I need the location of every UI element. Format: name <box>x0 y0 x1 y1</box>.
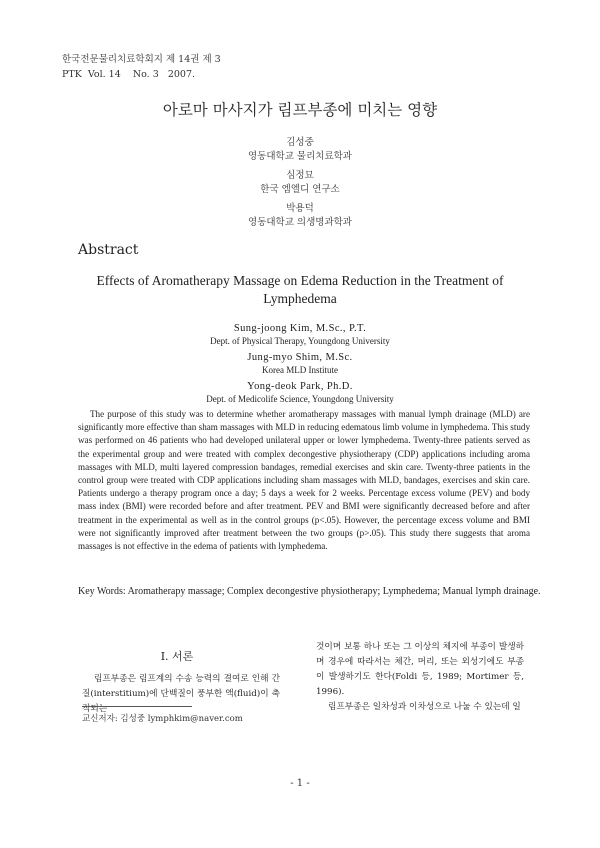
abstract-heading: Abstract <box>78 242 139 258</box>
author-name-en: Jung-myo Shim, M.Sc. <box>247 352 353 363</box>
keywords <box>78 585 597 599</box>
abstract-body: The purpose of this study was to determine whether aromatherapy massages with manual lymph drainage (MLD) are significantly more effective than sham massages with MLD in reducing edematous limb volume in lymphedema. This study was performed on 46 patients who had developed unilateral upper or lower lymphedema. Twenty-three patients served as the experimental group and were treated with complex decongestive physiotherapy (CDP) applications including aroma massages with MLD, multi layered compression bandages, remedial exercises and skin care. Twenty-three patients in the control group were treated with CDP applications including sham massages with MLD, bandages, exercises and skin care. Patients undergo a therapy program once a day; 5 days a week for 2 weeks. Percentage excess volume (PEV) and body mass index (BMI) were recorded before and after treatment. PEV and BMI were significantly decreased before and after treatment in the experimental as well as in the control groups (p<.05). However, the percentage excess volume and BMI were not significantly improved after treatment between the two groups (p>.05). This study there suggests that aroma massages is not effective in the edema of patients with lymphedema. <box>78 409 530 552</box>
journal-header <box>62 52 221 82</box>
keywords-label: Key Words: <box>78 586 126 597</box>
journal-name-kr: 한국전문물리치료학회지 제 14권 제 3 <box>62 54 221 65</box>
corresponding-author-footnote: 교신저자: 김성중 lymphkim@naver.com <box>82 714 243 724</box>
paper-title-kr: 아로마 마사지가 림프부종에 미치는 영향 <box>162 101 438 119</box>
author-affiliation: 영동대학교 의생명과학과 <box>248 216 352 228</box>
intro-right-column <box>316 640 524 715</box>
author-name: 김성중 <box>286 137 314 148</box>
author-name: 박용덕 <box>286 203 314 214</box>
intro-paragraph: 것이며 보통 하나 또는 그 이상의 체지에 부종이 발생하며 경우에 따라서는 체간, 머리, 또는 외성기에도 부종이 발생하기도 한다(Foldi 등, 1989; Mortimer 등, 1996). <box>316 642 524 697</box>
keywords-text: Aromatherapy massage; Complex decongestive physiotherapy; Lymphedema; Manual lymph drainage. <box>127 586 541 597</box>
footnote-rule <box>82 706 192 707</box>
author-affiliation-en: Korea MLD Institute <box>262 365 338 375</box>
author-name-en: Yong-deok Park, Ph.D. <box>247 381 353 392</box>
author-affiliation: 영동대학교 물리치료학과 <box>248 150 352 162</box>
author-affiliation-en: Dept. of Medicolife Science, Youngdong University <box>206 394 394 404</box>
intro-left-column: 림프부종은 림프계의 수송 능력의 결여로 인해 간질(interstitium)에 단백질이 풍부한 액(fluid)이 축적되는 <box>82 674 280 714</box>
author-affiliation-en: Dept. of Physical Therapy, Youngdong University <box>210 336 390 346</box>
authors-en <box>0 322 600 409</box>
page-number: - 1 - <box>290 778 310 789</box>
paper-title-en: Effects of Aromatherapy Massage on Edema Reduction in the Treatment of Lymphedema <box>96 273 504 306</box>
authors-kr <box>0 136 600 229</box>
author-name: 심정묘 <box>286 170 314 181</box>
author-name-en: Sung-joong Kim, M.Sc., P.T. <box>233 323 367 334</box>
journal-volume-en: PTK Vol. 14 No. 3 2007. <box>62 69 196 80</box>
author-affiliation: 한국 엠엘디 연구소 <box>260 183 340 195</box>
section-heading: Ⅰ. 서론 <box>160 650 194 663</box>
intro-paragraph: 림프부종은 일차성과 이차성으로 나눌 수 있는데 일 <box>328 702 521 712</box>
